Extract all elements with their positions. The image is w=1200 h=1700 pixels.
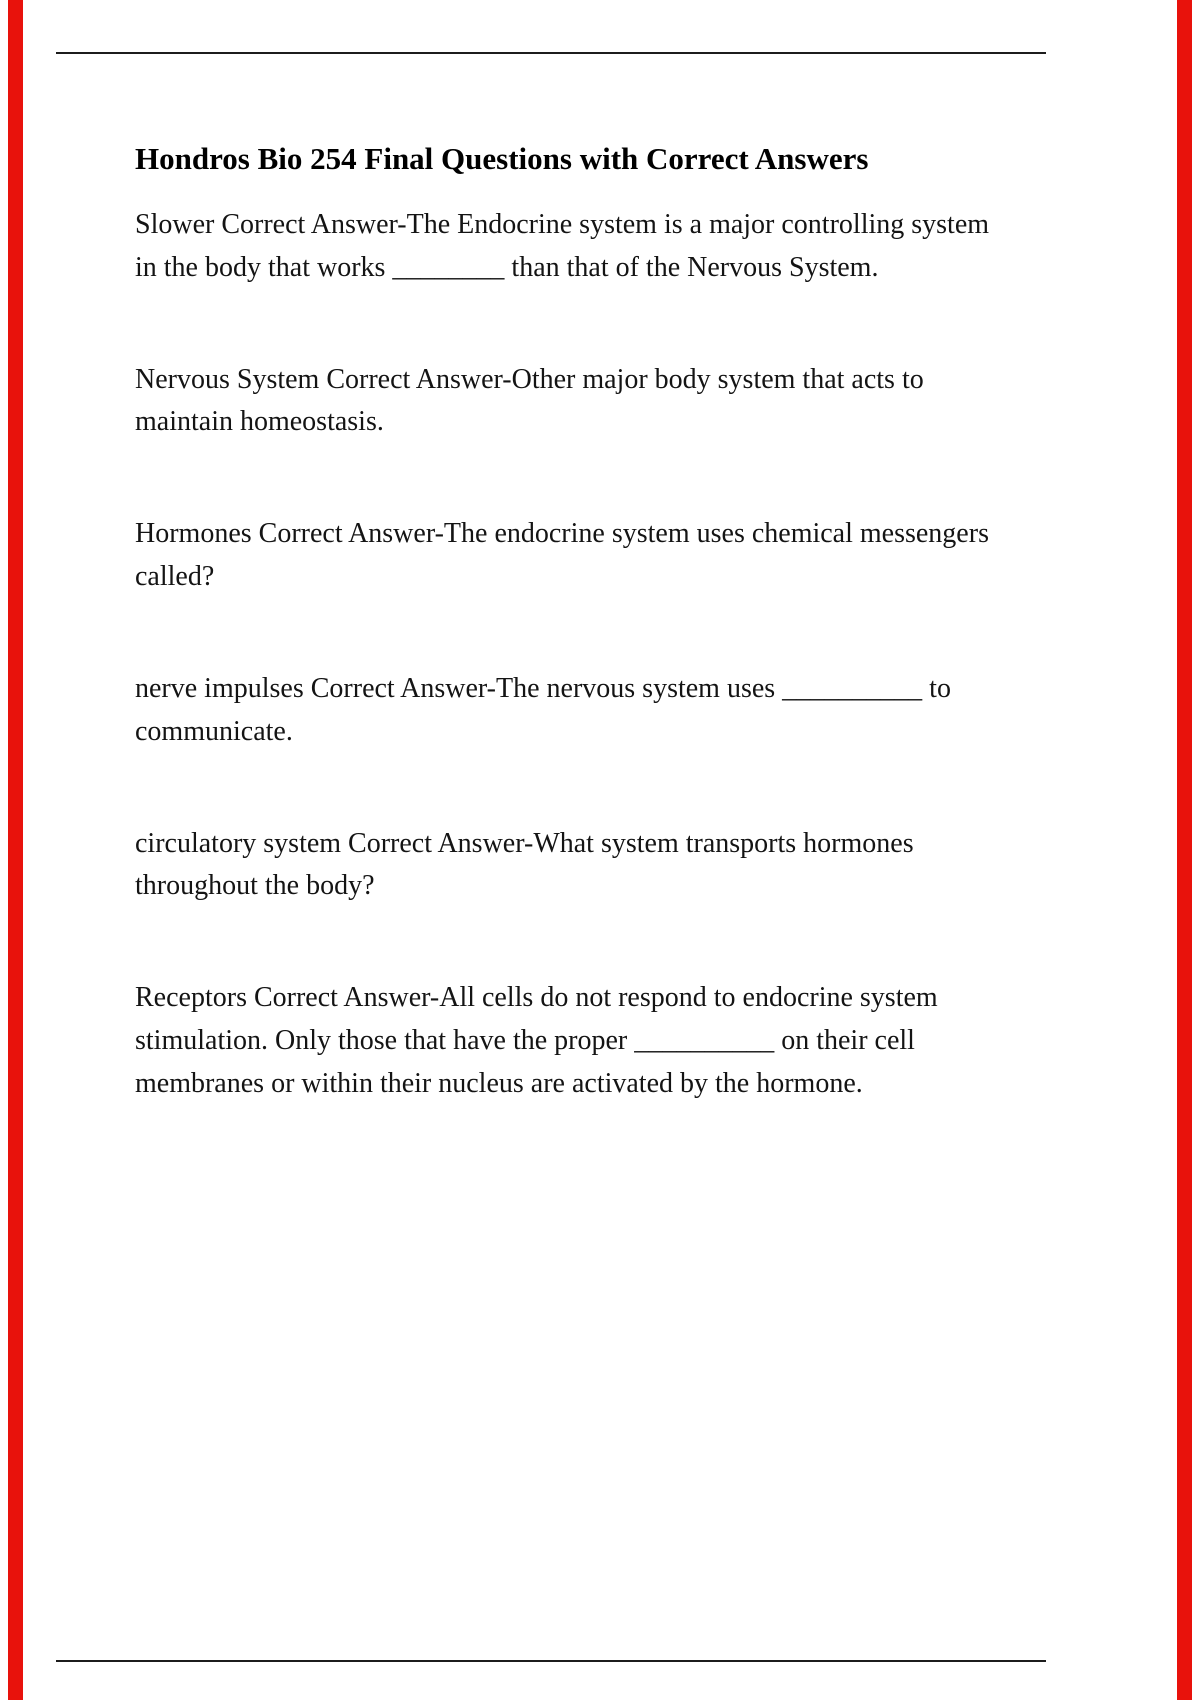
qa-paragraph-5: circulatory system Correct Answer-What system transports hormones throughout the body? bbox=[135, 827, 914, 902]
qa-paragraph-4: nerve impulses Correct Answer-The nervous system uses __________ to communicate. bbox=[135, 672, 951, 747]
qa-paragraph-3: Hormones Correct Answer-The endocrine system uses chemical messengers called? bbox=[135, 518, 989, 593]
document-body bbox=[135, 136, 1000, 1106]
qa-paragraph-6: Receptors Correct Answer-All cells do not respond to endocrine system stimulation. Only those that have the proper __________ on their cell membranes or within their nucleus are activated by the hormone. bbox=[135, 982, 938, 1099]
qa-paragraph-2: Nervous System Correct Answer-Other major body system that acts to maintain homeostasis. bbox=[135, 363, 924, 438]
page-edge-bar-right bbox=[1177, 0, 1192, 1700]
qa-paragraph-1: Slower Correct Answer-The Endocrine system is a major controlling system in the body that works ________ than that of the Nervous System. bbox=[135, 208, 990, 283]
page-edge-bar-left bbox=[8, 0, 23, 1700]
footer-rule bbox=[56, 1660, 1046, 1662]
header-rule bbox=[56, 52, 1046, 54]
document-title: Hondros Bio 254 Final Questions with Correct Answers bbox=[135, 141, 869, 176]
